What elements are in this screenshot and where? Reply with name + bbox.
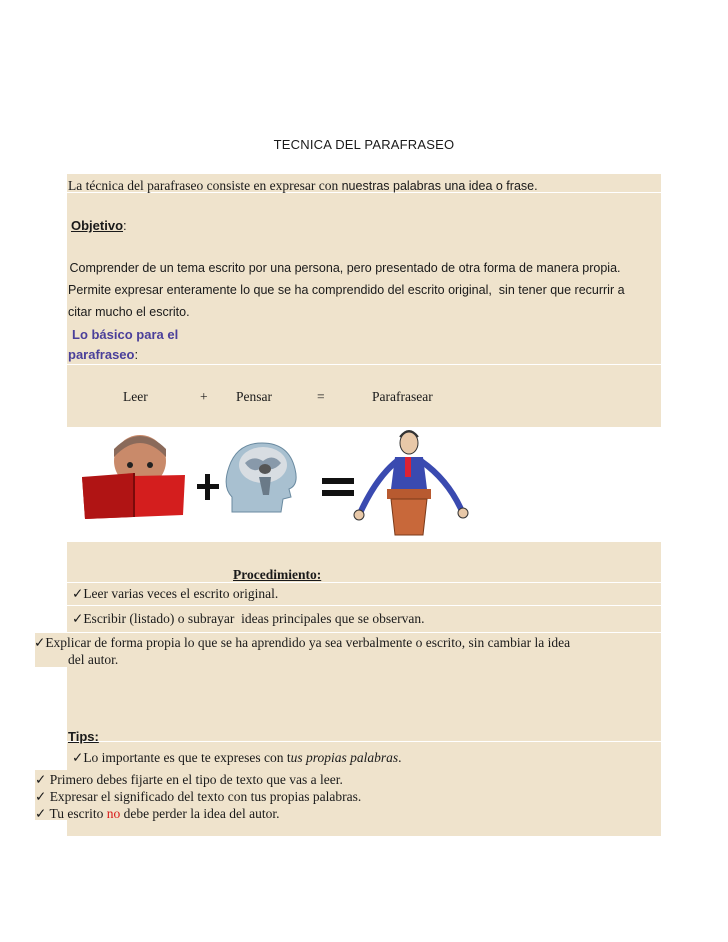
- equation-equals: =: [317, 389, 325, 404]
- band-spacer: [67, 667, 661, 741]
- basico-heading-line2: [68, 347, 138, 362]
- intro-text: [68, 177, 538, 195]
- list-item: ✓ Escribir (listado) o subrayar ideas principales que se observan.: [72, 611, 424, 627]
- objetivo-heading: [71, 218, 127, 233]
- tips-item-1-italic: us propias palabras: [290, 750, 399, 765]
- tips-item-4-no: no: [106, 806, 121, 821]
- equals-icon: [322, 478, 354, 496]
- list-item: ✓ Leer varias veces el escrito original.: [72, 586, 278, 602]
- objetivo-line1: Comprender de un tema escrito por una persona, pero presentado de otra forma de manera propia.: [66, 261, 621, 275]
- plus-icon: [197, 474, 219, 500]
- tips-item-1-end: .: [398, 750, 402, 765]
- tips-item-2: ✓ Primero debes fijarte en el tipo de texto que vas a leer.: [35, 772, 343, 788]
- tips-item-1-plain: Lo importante es que te expreses con t: [83, 750, 291, 765]
- band-procedimiento: [67, 542, 661, 582]
- tips-item-4-b: debe perder la idea del autor.: [120, 806, 280, 821]
- illustration: [67, 427, 487, 542]
- tips-heading: Tips:: [68, 729, 99, 744]
- objetivo-colon: :: [123, 218, 127, 233]
- equation-term-leer: Leer: [123, 389, 148, 404]
- tips-item-4: [35, 806, 280, 822]
- equation-term-pensar: Pensar: [236, 389, 272, 404]
- procedimiento-heading: Procedimiento:: [233, 567, 322, 582]
- tips-item-1: [72, 750, 402, 766]
- speaker-at-podium-icon: [354, 431, 468, 535]
- equation-result: Parafrasear: [372, 389, 433, 404]
- reading-person-icon: [82, 435, 185, 519]
- tips-item-4-a: Tu escrito: [46, 806, 107, 821]
- band-bottom: [67, 820, 661, 836]
- page-title: TECNICA DEL PARAFRASEO: [273, 137, 455, 152]
- objetivo-line3: citar mucho el escrito.: [68, 305, 190, 319]
- list-item-continuation: del autor.: [68, 652, 119, 667]
- basico-heading-word: parafraseo: [68, 347, 135, 362]
- basico-colon: :: [134, 347, 139, 362]
- basico-heading-line1: Lo básico para el: [72, 327, 179, 342]
- intro-part1: La técnica del parafraseo consiste en expresar con: [68, 178, 342, 193]
- band-equation: [67, 365, 661, 427]
- brain-head-icon: [226, 443, 296, 512]
- equation-plus: +: [200, 389, 208, 404]
- objetivo-heading-text: Objetivo: [71, 218, 124, 233]
- tips-item-3: ✓ Expresar el significado del texto con tus propias palabras.: [35, 789, 361, 805]
- list-item: ✓ Explicar de forma propia lo que se ha aprendido ya sea verbalmente o escrito, sin cambiar la idea: [34, 635, 570, 651]
- intro-part2: nuestras palabras una idea o frase.: [341, 179, 538, 193]
- objetivo-line2: Permite expresar enteramente lo que se ha comprendido del escrito original, sin tener que recurrir a: [68, 283, 625, 297]
